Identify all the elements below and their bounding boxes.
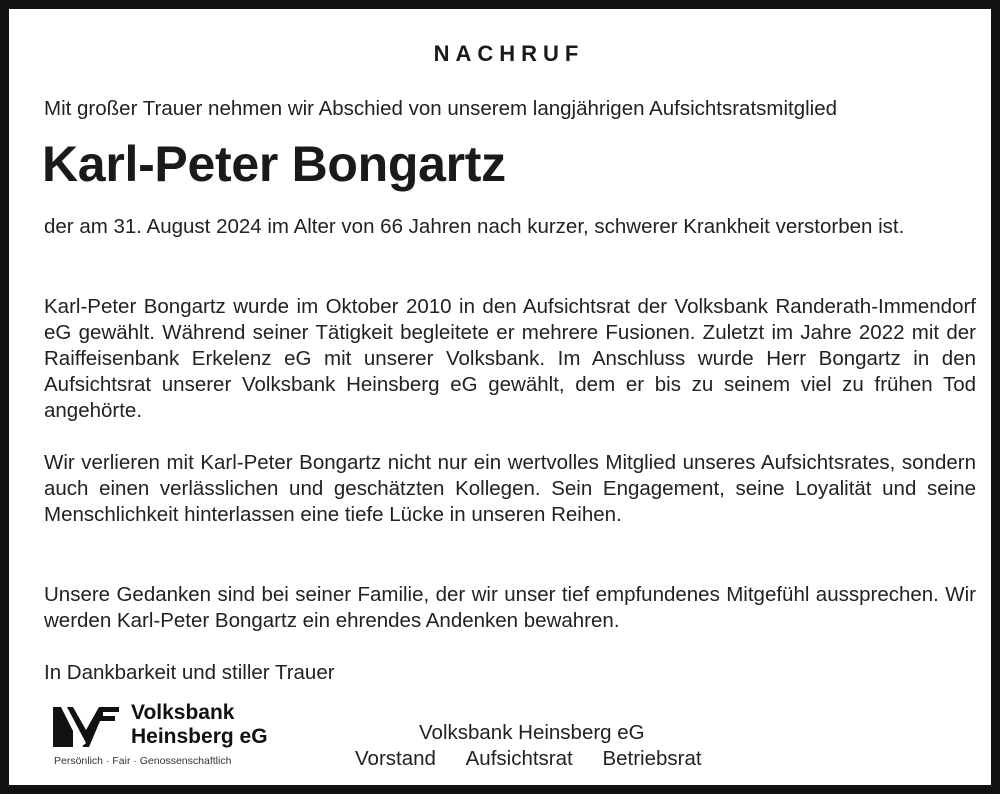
page-heading: NACHRUF <box>433 41 585 66</box>
deceased-name: Karl-Peter Bongartz <box>42 136 506 192</box>
role-betriebsrat: Betriebsrat <box>602 747 702 770</box>
paragraph-tribute: Wir verlieren mit Karl-Peter Bongartz nicht nur ein wertvolles Mitglied unseres Aufsichtsrates, sondern auch einen verlässlichen und geschätzten Kollegen. Sein Engagement, seine Loyalität und seine Menschlichkeit hinterlassen eine tiefe Lücke in unseren Reihen. <box>44 451 976 526</box>
volksbank-logo-icon <box>53 707 119 747</box>
paragraph-condolence: Unsere Gedanken sind bei seiner Familie, der wir unser tief empfundenes Mitgefühl aussprechen. Wir werden Karl-Peter Bongartz ein ehrendes Andenken bewahren. <box>44 583 976 632</box>
role-vorstand: Vorstand <box>355 747 436 770</box>
role-aufsichtsrat: Aufsichtsrat <box>465 747 573 770</box>
logo-tagline: Persönlich · Fair · Genossenschaftlich <box>54 755 232 767</box>
bank-logo-wordmark <box>131 701 268 749</box>
signature-organization: Volksbank Heinsberg eG <box>419 721 645 744</box>
signature-roles <box>355 747 702 771</box>
logo-line-volksbank: Volksbank <box>131 701 235 724</box>
logo-line-heinsberg: Heinsberg eG <box>131 725 268 748</box>
paragraph-death-notice: der am 31. August 2024 im Alter von 66 Jahren nach kurzer, schwerer Krankheit verstorben ist. <box>44 215 905 238</box>
closing-line: In Dankbarkeit und stiller Trauer <box>44 661 335 684</box>
intro-text: Mit großer Trauer nehmen wir Abschied von unserem langjährigen Aufsichtsratsmitglied <box>44 97 838 120</box>
paragraph-career: Karl-Peter Bongartz wurde im Oktober 2010 in den Aufsichtsrat der Volksbank Randerath-Immendorf eG gewählt. Während seiner Tätigkeit begleitete er mehrere Fusionen. Zuletzt im Jahre 2022 mit der Raiffeisenbank Erkelenz eG mit unserer Volksbank. Im Anschluss wurde Herr Bongartz in den Aufsichtsrat unserer Volksbank Heinsberg eG gewählt, dem er bis zu seinem viel zu frühen Tod angehörte. <box>44 295 976 422</box>
